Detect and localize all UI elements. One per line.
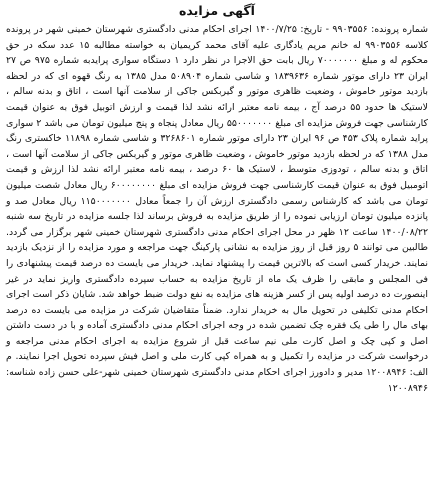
- notice-body: [4, 22, 430, 396]
- notice-body-text: شماره پرونده: ۹۹۰۳۵۵۶ - تاریخ: ۱۴۰۰/۷/۲۵ اجرای احکام مدنی دادگستری شهرستان خمینی شهر در پرونده کلاسه ۹۹۰۳۵۵۶ له خانم مریم یادگاری علیه آقای محمد کریمیان به خواسته مطالبه ۱۵ عدد سکه در حق محکوم له و مبلغ ۷۰۰۰۰۰۰۰ ریال بابت حق الاجرا در نظر دارد ۱ دستگاه سواری پرایدبه شماره ۹۷۵ ص ۲۷ ایران ۲۳ دارای موتور شماره ۱۸۳۹۶۳۶ و شاسی شماره ۵۰۸۹۰۴ مدل ۱۳۸۵ به رنگ قهوه ای که در لحظه بازدید موتور خاموش ، وضعیت ظاهری موتور و گیربکس جاکی از سلامت آنها است ، اتاق و بدنه سالم ، لاستیک ها حدود ۵۵ درصد آج ، بیمه نامه معتبر ارائه نشد لذا قیمت و ارزش اتوبیل فوق به عنوان قیمت کارشناسی جهت فروش مزایده ای مبلغ ۵۵۰۰۰۰۰۰۰ ریال معادل پنجاه و پنج میلیون تومان می باشد ۲ سواری پراید شماره پلاک ۴۵۳ ص ۹۶ ایران ۲۳ دارای موتور شماره ۳۲۶۸۶۰۱ و شاسی شماره ۱۱۸۹۸ خاکستری رنگ مدل ۱۳۸۸ که در لحظه بازدید موتور خاموش ، وضعیت ظاهری موتور و گیربکس جاکی از سلامت آنها است ، اتاق و بدنه سالم ، تودوزی متوسط ، لاستیک ها ۶۰ درصد ، بیمه نامه معتبر ارائه نشد لذا ارزش و قیمت اتومبیل فوق به عنوان قیمت کارشناسی جهت فروش مزایده ای مبلغ ۶۰۰۰۰۰۰۰۰ ریال معادل شصت میلیون تومان می باشد که کارشناس رسمی دادگستری ارزش آن را جمعاً معادل ۱۱۵۰۰۰۰۰۰۰ ریال معادل صد و پانزده میلیون تومان ارزیابی نموده را از طریق مزایده به فروش برساند لذا جلسه مزایده در تاریخ سه شنبه ۱۴۰۰/۰۸/۲۲ ساعت ۱۲ ظهر در محل اجرای احکام مدنی دادگستری شهرستان خمینی شهر برگزار می گردد. طالبین می توانند ۵ روز قبل از روز مزایده به نشانی پارکینگ جهت مراجعه و مورد مزایده را از نزدیک بازدید نمایند. خریدار کسی است که بالاترین قیمت را پیشنهاد نماید. خریدار می بایست ده درصد قیمت پیشنهادی را فی المجلس و مابقی را ظرف یک ماه از تاریخ مزایده به حساب سپرده دادگستری واریز نماید در غیر اینصورت ده درصد اولیه پس از کسر هزینه های مزایده به نفع دولت ضبط خواهد شد. شایان ذکر است اجرای احکام مدنی تکلیفی در تحویل مال به خریدار ندارد. ضمناً متقاضیان شرکت در مزایده می بایست ده درصد بهای مال را طی یک فقره چک تضمین شده در وجه اجرای احکام مدنی دادگستری آماده و با در دست داشتن اصل و کپی چک و اصل کارت ملی نیم ساعت قبل از شروع مزایده به اجرای احکام مدنی مراجعه و درخواست شرکت در مزایده را تکمیل و به همراه کپی کارت ملی و اصل فیش سپرده تحویل اجرا نمایند. م الف: ۱۲۰۰۸۹۴۶ مدیر و دادورز اجرای احکام مدنی دادگستری شهرستان خمینی شهر-علی حسن زاده: [6, 24, 429, 379]
- notice-reference-id: شناسه: ۱۲۰۰۸۹۴۶: [6, 367, 428, 394]
- auction-notice: [4, 2, 430, 480]
- notice-title: آگهی مزایده: [179, 3, 255, 18]
